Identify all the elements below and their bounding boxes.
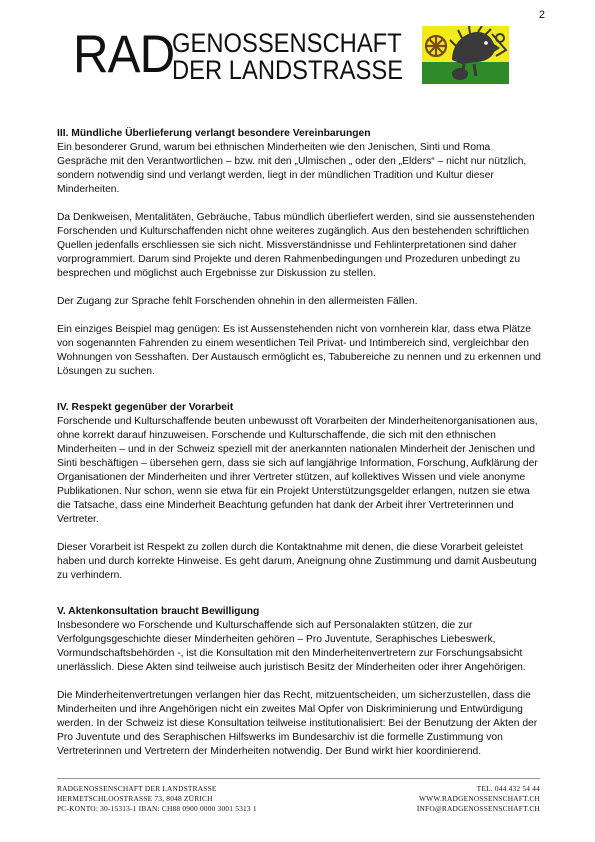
footer-divider <box>57 778 540 779</box>
logo-line-landstrasse: DER LANDSTRASSE <box>172 55 404 85</box>
page-number: 2 <box>538 9 545 21</box>
section-file-consultation <box>57 605 542 759</box>
section-heading: III. Mündliche Überlieferung verlangt besondere Vereinbarungen <box>57 128 371 139</box>
logo-line-genossenschaft: GENOSSENSCHAFT <box>172 28 402 58</box>
paragraph: Forschende und Kulturschaffende beuten unbewusst oft Vorarbeiten der Minderheitenorganisationen aus, ohne korrekt darauf hinzuweisen. Forschende und Kulturschaffende, die sich mit den ethnischen Minderheiten – und in der Schweiz speziell mit der anerkannten nationalen Minderheit der Jenischen und Sinti beschäftigen – übersehen gern, dass sie sich auf langjährige Information, Forschung, Aufklärung der Organisationen der Minderheiten und ihrer Vertreter stützen, auf kollektives Wissen und viele anonyme Publikationen. Nur schon, wenn sie etwa für ein Projekt Unterstützungsgelder erlangen, nutzen sie etwa die Tatsache, dass eine Minderheit Beachtung gefunden hat dank der Arbeit ihrer Vertreterinnen und Vertreter. <box>57 416 538 525</box>
section-respect-prior-work <box>57 401 542 583</box>
letter-body <box>57 127 542 781</box>
section-oral-tradition <box>57 127 542 379</box>
section-heading: V. Aktenkonsultation braucht Bewilligung <box>57 606 260 617</box>
footer-address: HERMETSCHLOOSTRASSE 73, 8048 ZÜRICH <box>57 794 213 803</box>
paragraph: Die Minderheitenvertretungen verlangen hier das Recht, mitzuentscheiden, um sicherzustellen, dass die Minderheiten und ihre Angehörigen nicht ein zweites Mal Opfer von Diskriminierung und Entwürdigung werden. In der Schweiz ist diese Konsultation teilweise institutionalisiert: Bei der Benutzung der Akten der Pro Juventute und des Seraphischen Hilfswerks im Bundesarchiv ist die formelle Zustimmung von Vertreterinnen und Vertretern der Minderheiten notwendig. Der Bund wirkt hier koordinierend. <box>57 690 538 757</box>
paragraph: Da Denkweisen, Mentalitäten, Gebräuche, Tabus mündlich überliefert werden, sind sie aussenstehenden Forschenden und Kulturschaffenden nicht ohne weiteres zugänglich. Aus den bestehenden schriftlichen Quellen jedenfalls erschliessen sie sich nicht. Missverständnisse und Fehlinterpretationen sind daher vorprogrammiert. Darum sind Projekte und deren Rahmenbedingungen und Prozeduren unbedingt zu besprechen und möglichst auch Ergebnisse zur Diskussion zu stellen. <box>57 212 535 279</box>
footer-email-link[interactable]: INFO@RADGENOSSENSCHAFT.CH <box>416 804 540 813</box>
footer-bank-account: PC-KONTO: 30-15313-1 IBAN: CH88 0900 0000 3001 5313 1 <box>57 804 257 813</box>
footer-website-link[interactable]: WWW.RADGENOSSENSCHAFT.CH <box>418 794 540 803</box>
footer-contact-block <box>417 784 540 814</box>
paragraph: Ein besonderer Grund, warum bei ethnischen Minderheiten wie den Jenischen, Sinti und Roma Gespräche mit den Verantwortlichen – bzw. mit den „Ulmischen „ oder den „Elders“ – nicht nur nützlich, sondern notwendig sind und verlangt werden, liegt in der mündlichen Tradition und Kultur dieser Minderheiten. <box>57 142 527 195</box>
footer-phone: TEL. 044 432 54 44 <box>476 784 540 793</box>
footer-org-name: RADGENOSSENSCHAFT DER LANDSTRASSE <box>57 784 217 793</box>
letterhead <box>73 26 508 86</box>
footer-address-block <box>57 784 257 814</box>
paragraph: Ein einziges Beispiel mag genügen: Es ist Aussenstehenden nicht von vornherein klar, dass etwa Plätze von sogenannten Fahrenden zu einem wesentlichen Teil Privat- und Intimbereich sind, vergleichbar den Wohnungen von Sesshaften. Der Austausch ermöglicht es, Tabubereiche zu nennen und zu erkennen und Lösungen zu suchen. <box>57 324 541 377</box>
section-heading: IV. Respekt gegenüber der Vorarbeit <box>57 402 234 413</box>
wagon-wheel-icon <box>426 36 446 56</box>
logo-rad-text: RAD <box>73 25 175 84</box>
paragraph: Der Zugang zur Sprache fehlt Forschenden ohnehin in den allermeisten Fällen. <box>57 296 418 307</box>
paragraph: Dieser Vorarbeit ist Respekt zu zollen durch die Kontaktnahme mit denen, die diese Vorarbeit geleistet haben und durch korrekte Hinweise. Es geht darum, Aneignung ohne Zustimmung und damit Ausbeutung zu verhindern. <box>57 542 537 581</box>
crest-logo-icon <box>422 26 509 84</box>
paragraph: Insbesondere wo Forschende und Kulturschaffende sich auf Personalakten stützen, die zur Verfolgungsgeschichte dieser Minderheiten gehören – Pro Juventute, Seraphisches Liebeswerk, Vormundschaftsbehörden -, ist die Konsultation mit den Minderheitenvertretern zur Forschungsabsicht unerlässlich. Diese Akten sind teilweise auch juristisch Besitz der Minderheiten oder ihrer Angehörigen. <box>57 620 526 673</box>
